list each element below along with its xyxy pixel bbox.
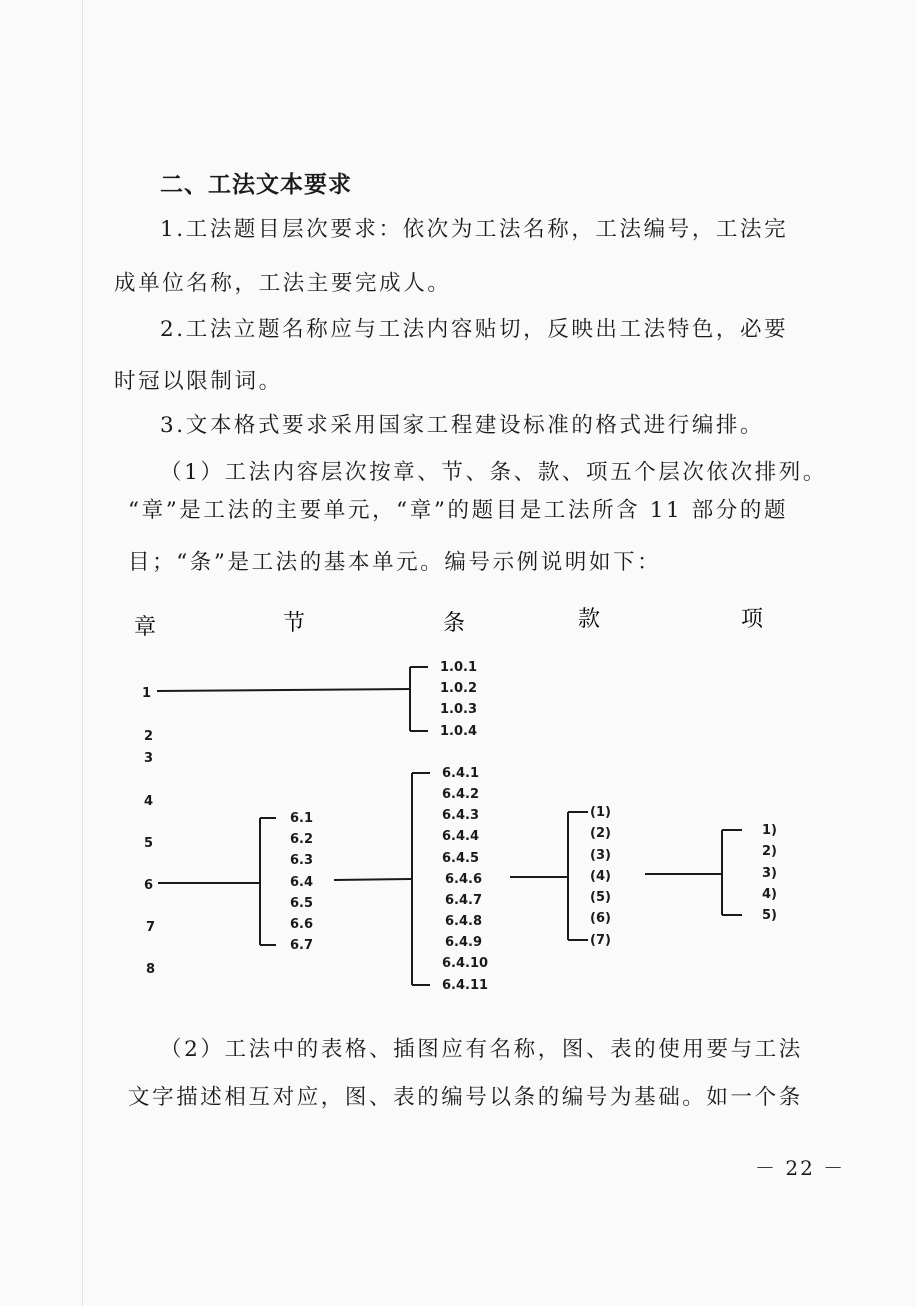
jie-column <box>290 811 313 953</box>
tiao-number: 1.0.2 <box>440 681 478 696</box>
kuan-number: (3) <box>590 848 611 863</box>
paragraph-2-line-2: 时冠以限制词。 <box>114 369 283 394</box>
tiao-number: 6.4.10 <box>442 956 489 971</box>
kuan-number: (6) <box>590 911 611 926</box>
xiang-number: 2) <box>762 844 777 859</box>
jie-number: 6.1 <box>290 811 314 826</box>
chapter-6-connector <box>158 818 276 945</box>
jie-number: 6.2 <box>290 832 314 847</box>
header-xiang: 项 <box>741 607 764 632</box>
xiang-number: 4) <box>762 887 777 902</box>
xiang-number: 3) <box>762 866 777 881</box>
paragraph-5-line-1: （2）工法中的表格、插图应有名称，图、表的使用要与工法 <box>160 1037 803 1062</box>
chapter-number: 7 <box>146 920 156 935</box>
xiang-number: 1) <box>762 823 777 838</box>
header-tiao: 条 <box>443 611 466 636</box>
paragraph-5-line-2: 文字描述相互对应，图、表的编号以条的编号为基础。如一个条 <box>128 1085 803 1110</box>
paragraph-4-line-1: （1）工法内容层次按章、节、条、款、项五个层次依次排列。 <box>160 460 827 485</box>
tiao-64-column <box>442 766 488 993</box>
xiang-number: 5) <box>762 908 777 923</box>
paragraph-3-line-1: 3.文本格式要求采用国家工程建设标准的格式进行编排。 <box>160 413 765 438</box>
tiao-number: 6.4.4 <box>442 829 480 844</box>
paragraph-2-line-1: 2.工法立题名称应与工法内容贴切，反映出工法特色，必要 <box>160 317 789 342</box>
page-number: － 22 － <box>755 1156 846 1180</box>
jie-number: 6.3 <box>290 853 314 868</box>
clause-646-connector <box>510 812 588 940</box>
chapter-column <box>142 686 155 977</box>
jie-number: 6.6 <box>290 917 314 932</box>
chapter-number: 5 <box>144 836 154 851</box>
jie-number: 6.5 <box>290 896 314 911</box>
subclause-4-connector <box>645 830 742 915</box>
kuan-number: (2) <box>590 826 611 841</box>
tiao-number: 1.0.1 <box>440 660 478 675</box>
header-kuan: 款 <box>578 607 601 632</box>
tiao-number: 6.4.1 <box>442 766 480 781</box>
jie-number: 6.7 <box>290 938 314 953</box>
paragraph-4-line-2: “章”是工法的主要单元，“章”的题目是工法所含 11 部分的题 <box>128 498 789 523</box>
xiang-column <box>762 823 777 923</box>
paragraph-4-line-3: 目；“条”是工法的基本单元。编号示例说明如下： <box>128 550 662 575</box>
paragraph-1-line-2: 成单位名称，工法主要完成人。 <box>114 271 452 296</box>
chapter-1-connector <box>157 667 428 731</box>
header-jie: 节 <box>283 611 306 636</box>
section-title: 二、工法文本要求 <box>160 172 352 198</box>
kuan-column <box>590 805 611 948</box>
section-64-connector <box>334 773 430 985</box>
chapter-number: 3 <box>144 751 154 766</box>
jie-number: 6.4 <box>290 875 314 890</box>
kuan-number: (1) <box>590 805 611 820</box>
kuan-number: (5) <box>590 890 611 905</box>
chapter-number: 1 <box>142 686 152 701</box>
tiao-number: 6.4.6 <box>445 872 483 887</box>
tiao-number: 1.0.3 <box>440 702 478 717</box>
header-zhang: 章 <box>134 615 157 640</box>
tiao-number: 6.4.7 <box>445 893 483 908</box>
paragraph-1-line-1: 1.工法题目层次要求：依次为工法名称，工法编号，工法完 <box>160 217 789 242</box>
tiao-number: 6.4.3 <box>442 808 480 823</box>
kuan-number: (4) <box>590 869 611 884</box>
tiao-number: 1.0.4 <box>440 724 478 739</box>
tiao-ch1-column <box>440 660 477 739</box>
chapter-number: 6 <box>144 878 154 893</box>
chapter-number: 4 <box>144 794 154 809</box>
tiao-number: 6.4.8 <box>445 914 483 929</box>
tiao-number: 6.4.2 <box>442 787 480 802</box>
chapter-number: 8 <box>146 962 156 977</box>
tiao-number: 6.4.11 <box>442 978 489 993</box>
numbering-hierarchy-diagram <box>0 595 916 1005</box>
tiao-number: 6.4.9 <box>445 935 483 950</box>
tiao-number: 6.4.5 <box>442 851 480 866</box>
kuan-number: (7) <box>590 933 611 948</box>
chapter-number: 2 <box>144 729 154 744</box>
